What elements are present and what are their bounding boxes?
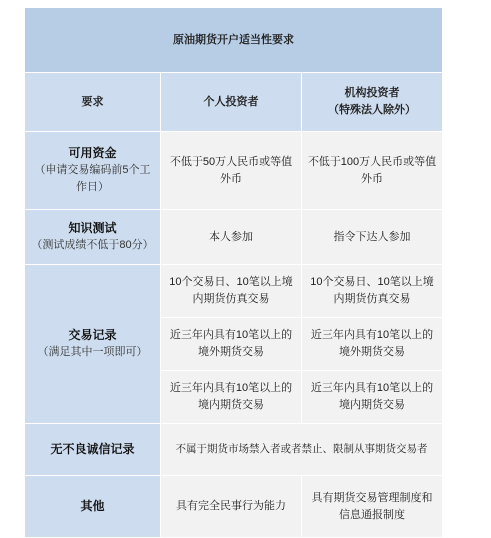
cell-records-opt2-institutional: 近三年内具有10笔以上的境外期货交易: [302, 318, 443, 371]
header-individual: 个人投资者: [161, 73, 302, 132]
header-institutional-line1: 机构投资者: [344, 87, 400, 99]
label-other-title: 其他: [80, 499, 105, 513]
label-records: [25, 265, 161, 424]
label-funds-note: （申请交易编码前5个工作日）: [34, 164, 151, 193]
label-knowledge: [25, 210, 161, 265]
cell-funds-individual: 不低于50万人民币或等值外币: [161, 132, 302, 210]
header-row: [25, 73, 443, 132]
cell-knowledge-institutional: 指令下达人参加: [302, 210, 443, 265]
label-knowledge-title: 知识测试: [68, 221, 117, 235]
table-title: 原油期货开户适当性要求: [25, 8, 443, 73]
cell-knowledge-individual: 本人参加: [161, 210, 302, 265]
row-knowledge: [25, 210, 443, 265]
cell-other-individual: 具有完全民事行为能力: [161, 476, 302, 538]
row-records-1: [25, 265, 443, 318]
requirements-table: [24, 7, 443, 538]
cell-other-institutional: 具有期货交易管理制度和信息通报制度: [302, 476, 443, 538]
label-credit-title: 无不良诚信记录: [50, 442, 135, 456]
row-other: [25, 476, 443, 538]
cell-records-opt3-institutional: 近三年内具有10笔以上的境内期货交易: [302, 371, 443, 424]
row-funds: [25, 132, 443, 210]
header-institutional-line2: （特殊法人除外）: [328, 104, 416, 116]
cell-records-opt1-individual: 10个交易日、10笔以上境内期货仿真交易: [161, 265, 302, 318]
label-credit: [25, 424, 161, 476]
row-credit: [25, 424, 443, 476]
label-knowledge-note: （测试成绩不低于80分）: [31, 239, 154, 251]
cell-records-opt1-institutional: 10个交易日、10笔以上境内期货仿真交易: [302, 265, 443, 318]
header-institutional: [302, 73, 443, 132]
label-records-title: 交易记录: [68, 328, 117, 342]
cell-records-opt2-individual: 近三年内具有10笔以上的境外期货交易: [161, 318, 302, 371]
cell-funds-institutional: 不低于100万人民币或等值外币: [302, 132, 443, 210]
title-row: [25, 8, 443, 73]
label-funds-title: 可用资金: [68, 146, 117, 160]
header-requirement: 要求: [25, 73, 161, 132]
label-records-note: （满足其中一项即可）: [37, 346, 148, 358]
label-funds: [25, 132, 161, 210]
cell-credit: 不属于期货市场禁入者或者禁止、限制从事期货交易者: [161, 424, 443, 476]
label-other: [25, 476, 161, 538]
cell-records-opt3-individual: 近三年内具有10笔以上的境内期货交易: [161, 371, 302, 424]
